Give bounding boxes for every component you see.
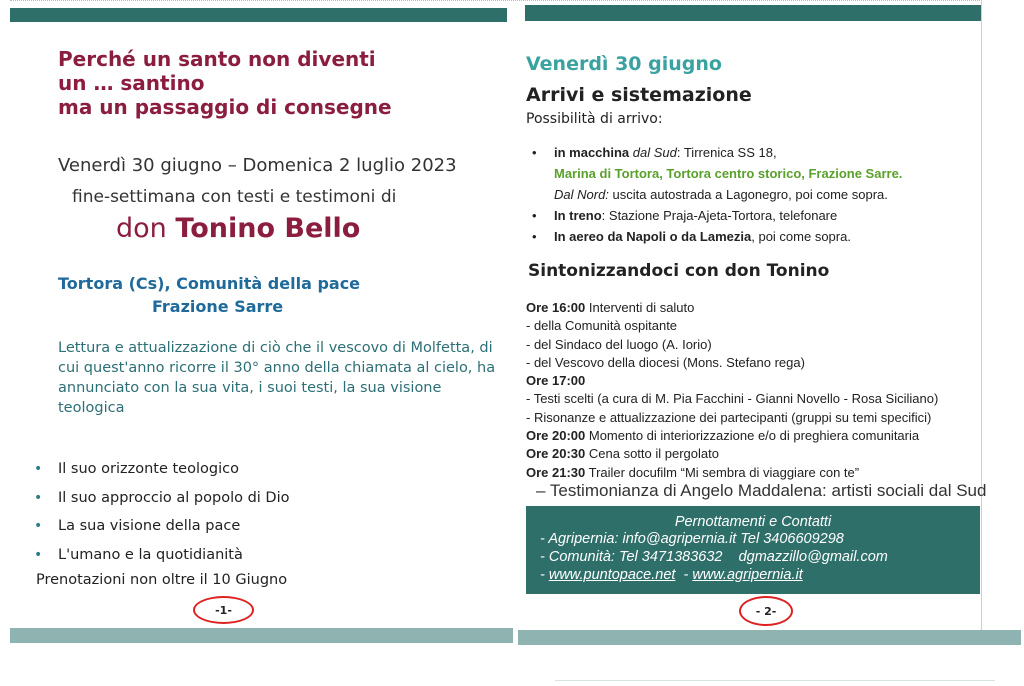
- contact-links-prefix: -: [540, 567, 549, 583]
- contact-links-separator: -: [675, 567, 693, 583]
- program-list: [526, 299, 986, 500]
- title-line-3: ma un passaggio di consegne: [58, 95, 392, 119]
- arrival-options-label: Possibilità di arrivo:: [526, 111, 663, 127]
- agripernia-link[interactable]: www.agripernia.it: [692, 567, 803, 583]
- contact-agripernia: - Agripernia: info@agripernia.it Tel 3406609298: [540, 531, 844, 547]
- event-subtitle: fine-settimana con testi e testimoni di: [72, 187, 397, 207]
- program-time: Ore 17:00: [526, 373, 586, 389]
- page1-title: [58, 47, 392, 119]
- car-route: : Tirrenica SS 18,: [676, 145, 777, 160]
- bullet-icon: •: [34, 461, 43, 478]
- car-label: in macchina: [554, 145, 630, 160]
- puntopace-link[interactable]: www.puntopace.net: [548, 567, 676, 583]
- train-label: In treno: [554, 208, 602, 223]
- bullet-icon: •: [532, 229, 537, 244]
- program-text: - del Sindaco del luogo (A. Iorio): [526, 336, 712, 352]
- bullet-icon: •: [532, 208, 537, 223]
- event-place: [58, 272, 360, 318]
- car-destinations: Marina di Tortora, Tortora centro storico, Frazione Sarre.: [554, 166, 903, 181]
- list-item: [532, 205, 902, 226]
- car-north-label: Dal Nord:: [554, 187, 609, 202]
- list-item: [526, 482, 986, 500]
- list-item: [526, 317, 986, 335]
- bullet-icon: •: [532, 145, 537, 160]
- bullet-icon: •: [34, 489, 43, 506]
- list-item: [34, 484, 290, 513]
- honoree-name: [116, 213, 360, 244]
- program-text: - della Comunità ospitante: [526, 318, 678, 334]
- event-dates: Venerdì 30 giugno – Domenica 2 luglio 2023: [58, 155, 457, 176]
- page-number-1: -1-: [193, 596, 254, 624]
- car-from-south: dal Sud: [632, 145, 677, 160]
- program-text: - del Vescovo della diocesi (Mons. Stefano rega): [526, 354, 805, 370]
- page-number-2: - 2-: [739, 596, 793, 626]
- topic-label: Il suo orizzonte teologico: [58, 461, 239, 478]
- list-item: [526, 336, 986, 354]
- program-time: Ore 20:30: [526, 446, 586, 462]
- program-text: Trailer docufilm “Mi sembra di viaggiare con te”: [585, 464, 860, 480]
- topic-label: L'umano e la quotidianità: [58, 546, 243, 563]
- contact-links: [526, 566, 980, 584]
- program-text: Interventi di saluto: [585, 300, 695, 315]
- page1-top-bar: [10, 8, 507, 22]
- program-heading: Sintonizzandoci con don Tonino: [528, 261, 830, 281]
- car-north-route: uscita autostrada a Lagonegro, poi come sopra.: [608, 187, 888, 202]
- program-text: Momento di interiorizzazione e/o di preghiera comunitaria: [585, 428, 920, 444]
- page2-top-bar: [525, 5, 982, 21]
- page2-bottom-bar: [518, 630, 1021, 645]
- list-item: [526, 445, 986, 463]
- list-item: [532, 142, 902, 163]
- intro-paragraph: Lettura e attualizzazione di ciò che il vescovo di Molfetta, di cui quest'anno ricorre il 30° anno della chiamata al cielo, ha annunciato con la sua vita, i suoi testi, la sua visione teologica: [58, 340, 496, 416]
- list-item: [526, 427, 986, 445]
- list-item: [526, 299, 986, 317]
- top-border-line: [10, 0, 980, 3]
- bullet-icon: •: [34, 518, 43, 535]
- topics-list: [34, 455, 290, 569]
- program-text: - Testi scelti (a cura di M. Pia Facchini - Gianni Novello - Rosa Siciliano): [526, 391, 939, 407]
- program-text: – Testimonianza di Angelo Maddalena: artisti sociali dal Sud: [536, 480, 987, 500]
- list-item: [526, 409, 986, 427]
- list-item: [34, 455, 290, 484]
- list-item: [532, 226, 902, 247]
- contacts-title: Pernottamenti e Contatti: [674, 514, 832, 530]
- program-time: Ore 16:00: [526, 300, 586, 315]
- list-item: [526, 354, 986, 372]
- plane-text: , poi come sopra.: [751, 229, 851, 244]
- honoree-fullname: Tonino Bello: [175, 213, 361, 244]
- list-item: [532, 163, 902, 184]
- arrival-options-list: [532, 142, 902, 247]
- title-line-1: Perché un santo non diventi: [58, 47, 376, 71]
- list-item: [526, 372, 986, 390]
- contact-comunita: - Comunità: Tel 3471383632 dgmazzillo@gmail.com: [540, 549, 888, 565]
- place-line-2: Frazione Sarre: [152, 297, 284, 316]
- list-item: [526, 390, 986, 408]
- place-line-1: Tortora (Cs), Comunità della pace: [58, 274, 361, 293]
- list-item: [34, 512, 290, 541]
- day-heading: Venerdì 30 giugno: [526, 53, 722, 75]
- booking-deadline: Prenotazioni non oltre il 10 Giugno: [36, 572, 288, 588]
- train-text: : Stazione Praja-Ajeta-Tortora, telefonare: [601, 208, 838, 223]
- program-time: Ore 21:30: [526, 464, 586, 480]
- program-time: Ore 20:00: [526, 428, 586, 444]
- contacts-box: [526, 506, 980, 594]
- arrivals-heading: Arrivi e sistemazione: [526, 84, 752, 106]
- bottom-faint-line: [555, 680, 995, 681]
- list-item: [526, 464, 986, 482]
- bullet-icon: •: [34, 546, 43, 563]
- page1-bottom-bar: [10, 628, 513, 643]
- topic-label: La sua visione della pace: [58, 518, 241, 535]
- program-text: - Risonanze e attualizzazione dei partecipanti (gruppi su temi specifici): [526, 409, 932, 425]
- honoree-prefix: don: [116, 213, 167, 244]
- list-item: [34, 541, 290, 570]
- list-item: [532, 184, 902, 205]
- title-line-2: un … santino: [58, 71, 205, 95]
- plane-label: In aereo da Napoli o da Lamezia: [554, 229, 752, 244]
- topic-label: Il suo approccio al popolo di Dio: [58, 489, 290, 506]
- program-text: Cena sotto il pergolato: [585, 446, 719, 462]
